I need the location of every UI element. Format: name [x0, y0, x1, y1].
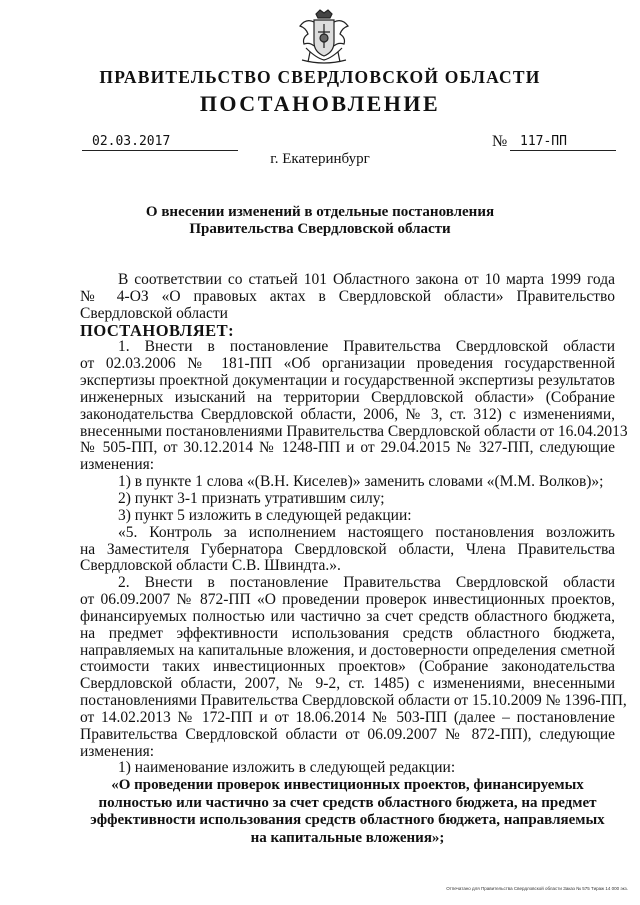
text-line: внесенными постановлениями Правительства Свердловской области от 16.04.2013	[80, 422, 628, 440]
text-line: инженерных изысканий на территории Свердловской области» (Собрание	[80, 388, 615, 406]
text-line: законодательства Свердловской области, 2006, № 3, ст. 312) с изменениями,	[80, 405, 615, 423]
text-line: финансируемых полностью или частично за счет средств областного бюджета,	[80, 607, 615, 625]
document-type: ПОСТАНОВЛЕНИЕ	[199, 91, 441, 116]
text-line: от 02.03.2006 № 181-ПП «Об организации проведения государственной	[80, 355, 615, 373]
text-line: «5. Контроль за исполнением настоящего постановления возложить	[118, 523, 615, 541]
text-line: на предмет эффективности использования средств областного бюджета,	[80, 624, 615, 642]
text-line: изменения:	[80, 456, 155, 474]
text-line: 1) в пункте 1 слова «(В.Н. Киселев)» заменить словами «(М.М. Волков)»;	[118, 473, 604, 491]
text-line: Свердловской области, 2007, № 9-2, ст. 1485) с изменениями, внесенными	[80, 675, 615, 693]
text-line: от 14.02.2013 № 172-ПП и от 18.06.2014 № 503-ПП (далее – постановление	[80, 708, 615, 726]
decree-word: ПОСТАНОВЛЯЕТ:	[80, 320, 235, 340]
text-line: стоимости таких инвестиционных проектов» (Собрание законодательства	[80, 658, 615, 676]
subject-line: Правительства Свердловской области	[189, 221, 451, 237]
coat-of-arms-emblem	[296, 8, 352, 66]
new-title-line: «О проведении проверок инвестиционных проектов, финансируемых	[111, 777, 584, 794]
text-line: № 505-ПП, от 30.12.2014 № 1248-ПП и от 29.04.2015 № 327-ПП, следующие	[80, 439, 615, 457]
new-title-quote	[80, 777, 615, 847]
text-line: 1) наименование изложить в следующей редакции:	[118, 759, 456, 777]
document-subject	[0, 204, 640, 238]
text-line: Свердловской области	[80, 304, 228, 322]
print-footer: Отпечатано для Правительства Свердловской области Заказ № 575 Тираж 14 000 экз.	[446, 886, 628, 891]
text-line: 2) пункт 3-1 признать утратившим силу;	[118, 489, 385, 507]
text-line: 2. Внести в постановление Правительства Свердловской области	[118, 574, 615, 592]
text-line: Свердловской области С.В. Швиндта.».	[80, 557, 341, 575]
new-title-line: эффективности использования средств областного бюджета, направляемых	[90, 812, 605, 829]
document-date: 02.03.2017	[82, 134, 238, 151]
text-line: № 4-ОЗ «О правовых актах в Свердловской области» Правительство	[80, 287, 615, 305]
government-name: ПРАВИТЕЛЬСТВО СВЕРДЛОВСКОЙ ОБЛАСТИ	[99, 67, 541, 87]
text-line: изменения:	[80, 742, 155, 760]
city: г. Екатеринбург	[270, 151, 370, 167]
text-line: экспертизы проектной документации и государственной экспертизы результатов	[80, 372, 615, 390]
document-body	[80, 271, 628, 847]
text-line: от 06.09.2007 № 872-ПП «О проведении проверок инвестиционных проектов,	[80, 591, 615, 609]
text-line: на Заместителя Губернатора Свердловской области, Члена Правительства	[80, 540, 615, 558]
text-line: 1. Внести в постановление Правительства Свердловской области	[118, 338, 615, 356]
text-line: 3) пункт 5 изложить в следующей редакции:	[118, 506, 412, 524]
document-number: 117-ПП	[510, 134, 616, 151]
subject-line: О внесении изменений в отдельные постановления	[145, 204, 495, 220]
new-title-line: полностью или частично за счет средств областного бюджета, на предмет	[98, 794, 597, 811]
text-line: В соответствии со статьей 101 Областного закона от 10 марта 1999 года	[118, 271, 615, 288]
new-title-line: на капитальные вложения»;	[250, 829, 445, 846]
number-sign: №	[492, 133, 508, 150]
text-line: Правительства Свердловской области от 06.09.2007 № 872-ПП), следующие	[80, 725, 615, 743]
text-line: направляемых на капитальные вложения, и достоверности определения сметной	[80, 641, 615, 659]
text-line: постановлениями Правительства Свердловской области от 15.10.2009 № 1396-ПП,	[80, 692, 627, 710]
